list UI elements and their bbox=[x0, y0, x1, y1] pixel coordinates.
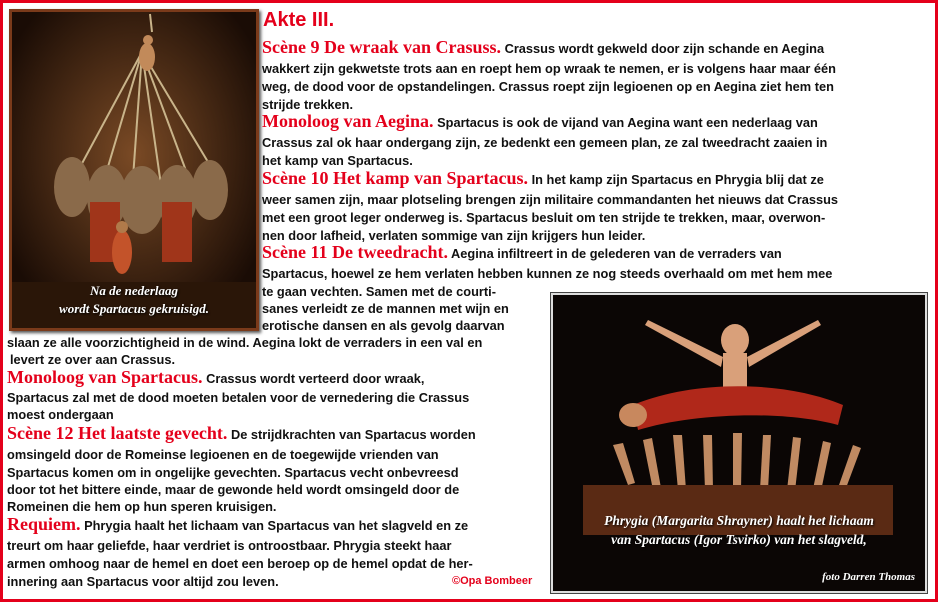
scene12-line5: Romeinen die hem op hun speren kruisigen. bbox=[7, 499, 277, 514]
requiem-line1 bbox=[7, 515, 468, 535]
requiem-line3: armen omhoog naar de hemel en doet een beroep op de hemel opdat de her- bbox=[7, 556, 473, 571]
photo2-credit: foto Darren Thomas bbox=[822, 571, 915, 583]
spartacus-line3: moest ondergaan bbox=[7, 407, 114, 422]
scene11-line6: slaan ze alle voorzichtigheid in de wind. Aegina lokt de verraders in een val en bbox=[7, 335, 483, 350]
photo1-caption bbox=[12, 282, 256, 318]
scene9-heading: Scène 9 De wraak van Crasuss. bbox=[262, 37, 502, 57]
scene11-line4: sanes verleidt ze de mannen met wijn en bbox=[262, 301, 509, 316]
spartacus-line2: Spartacus zal met de dood moeten betalen voor de vernedering die Crassus bbox=[7, 390, 470, 405]
scene9-line2: wakkert zijn gekwetste trots aan en roept hem op wraak te nemen, er is volgens haar maar één bbox=[262, 61, 836, 76]
requiem-line4: innering aan Spartacus voor altijd zou leven. bbox=[7, 574, 279, 589]
scene10-line4: nen door lafheid, verlaten sommige van zijn krijgers hun leider. bbox=[262, 228, 646, 243]
requiem-heading: Requiem. bbox=[7, 514, 81, 534]
scene11-line5: erotische dansen en als gevolg daarvan bbox=[262, 318, 505, 333]
scene12-line4: door tot het bittere einde, maar de gewonde held wordt omsingeld door de bbox=[7, 482, 460, 497]
photo1-caption-line2: wordt Spartacus gekruisigd. bbox=[59, 301, 209, 316]
photo2-caption-line1: Phrygia (Margarita Shrayner) haalt het lichaam bbox=[604, 513, 874, 528]
photo-phrygia bbox=[551, 293, 927, 593]
scene11-line2: Spartacus, hoewel ze hem verlaten hebben kunnen ze nog steeds overhaald om met hem mee bbox=[262, 266, 833, 281]
scene11-line7: levert ze over aan Crassus. bbox=[10, 352, 176, 367]
spartacus-heading: Monoloog van Spartacus. bbox=[7, 367, 203, 387]
aegina-line1 bbox=[262, 112, 818, 132]
scene11-heading: Scène 11 De tweedracht. bbox=[262, 242, 448, 262]
page-title: Akte III. bbox=[263, 9, 335, 31]
requiem-text1: Phrygia haalt het lichaam van Spartacus van het slagveld en ze bbox=[84, 518, 469, 533]
scene10-text1: In het kamp zijn Spartacus en Phrygia blij dat ze bbox=[531, 172, 824, 187]
crucifixion-illustration bbox=[12, 12, 256, 328]
scene9-line4: strijde trekken. bbox=[262, 97, 354, 112]
scene10-line2: weer samen zijn, maar plotseling brengen zijn militaire commandanten het nieuws dat Crassus bbox=[262, 192, 839, 207]
scene12-line2: omsingeld door de Romeinse legioenen en de toegewijde vrienden van bbox=[7, 447, 439, 462]
photo2-caption bbox=[553, 511, 925, 549]
scene9-line1 bbox=[262, 38, 824, 58]
spartacus-line1 bbox=[7, 368, 424, 388]
scene10-line3: met een groot leger onderweg is. Spartacus besluit om ten strijde te trekken, maar, overwon- bbox=[262, 210, 826, 225]
scene12-heading: Scène 12 Het laatste gevecht. bbox=[7, 423, 228, 443]
scene11-text1: Aegina infiltreert in de gelederen van de verraders van bbox=[451, 246, 782, 261]
spartacus-text1: Crassus wordt verteerd door wraak, bbox=[206, 371, 425, 386]
scene11-line1 bbox=[262, 243, 782, 263]
scene12-text1: De strijdkrachten van Spartacus worden bbox=[231, 427, 476, 442]
requiem-line2: treurt om haar geliefde, haar verdriet is ontroostbaar. Phrygia steekt haar bbox=[7, 538, 452, 553]
scene9-text1: Crassus wordt gekweld door zijn schande en Aegina bbox=[504, 41, 825, 56]
copyright: ©Opa Bombeer bbox=[452, 575, 533, 587]
scene10-heading: Scène 10 Het kamp van Spartacus. bbox=[262, 168, 529, 188]
scene12-line1 bbox=[7, 424, 476, 444]
scene9-line3: weg, de dood voor de opstandelingen. Crassus roept zijn legioenen op en Aegina ziet hem ten bbox=[262, 79, 834, 94]
aegina-heading: Monoloog van Aegina. bbox=[262, 111, 434, 131]
scene11-line3: te gaan vechten. Samen met de courti- bbox=[262, 284, 496, 299]
photo-crucifixion bbox=[9, 9, 259, 331]
aegina-line3: het kamp van Spartacus. bbox=[262, 153, 413, 168]
photo2-caption-line2: van Spartacus (Igor Tsvirko) van het slagveld, bbox=[611, 532, 867, 547]
photo1-caption-line1: Na de nederlaag bbox=[89, 283, 179, 298]
scene10-line1 bbox=[262, 169, 824, 189]
aegina-line2: Crassus zal ok haar ondergang zijn, ze bedenkt een gemeen plan, ze zal tweedracht zaaien in bbox=[262, 135, 828, 150]
scene12-line3: Spartacus komen om in ongelijke gevechten. Spartacus vecht onbevreesd bbox=[7, 465, 459, 480]
aegina-text1: Spartacus is ook de vijand van Aegina want een nederlaag van bbox=[437, 115, 818, 130]
